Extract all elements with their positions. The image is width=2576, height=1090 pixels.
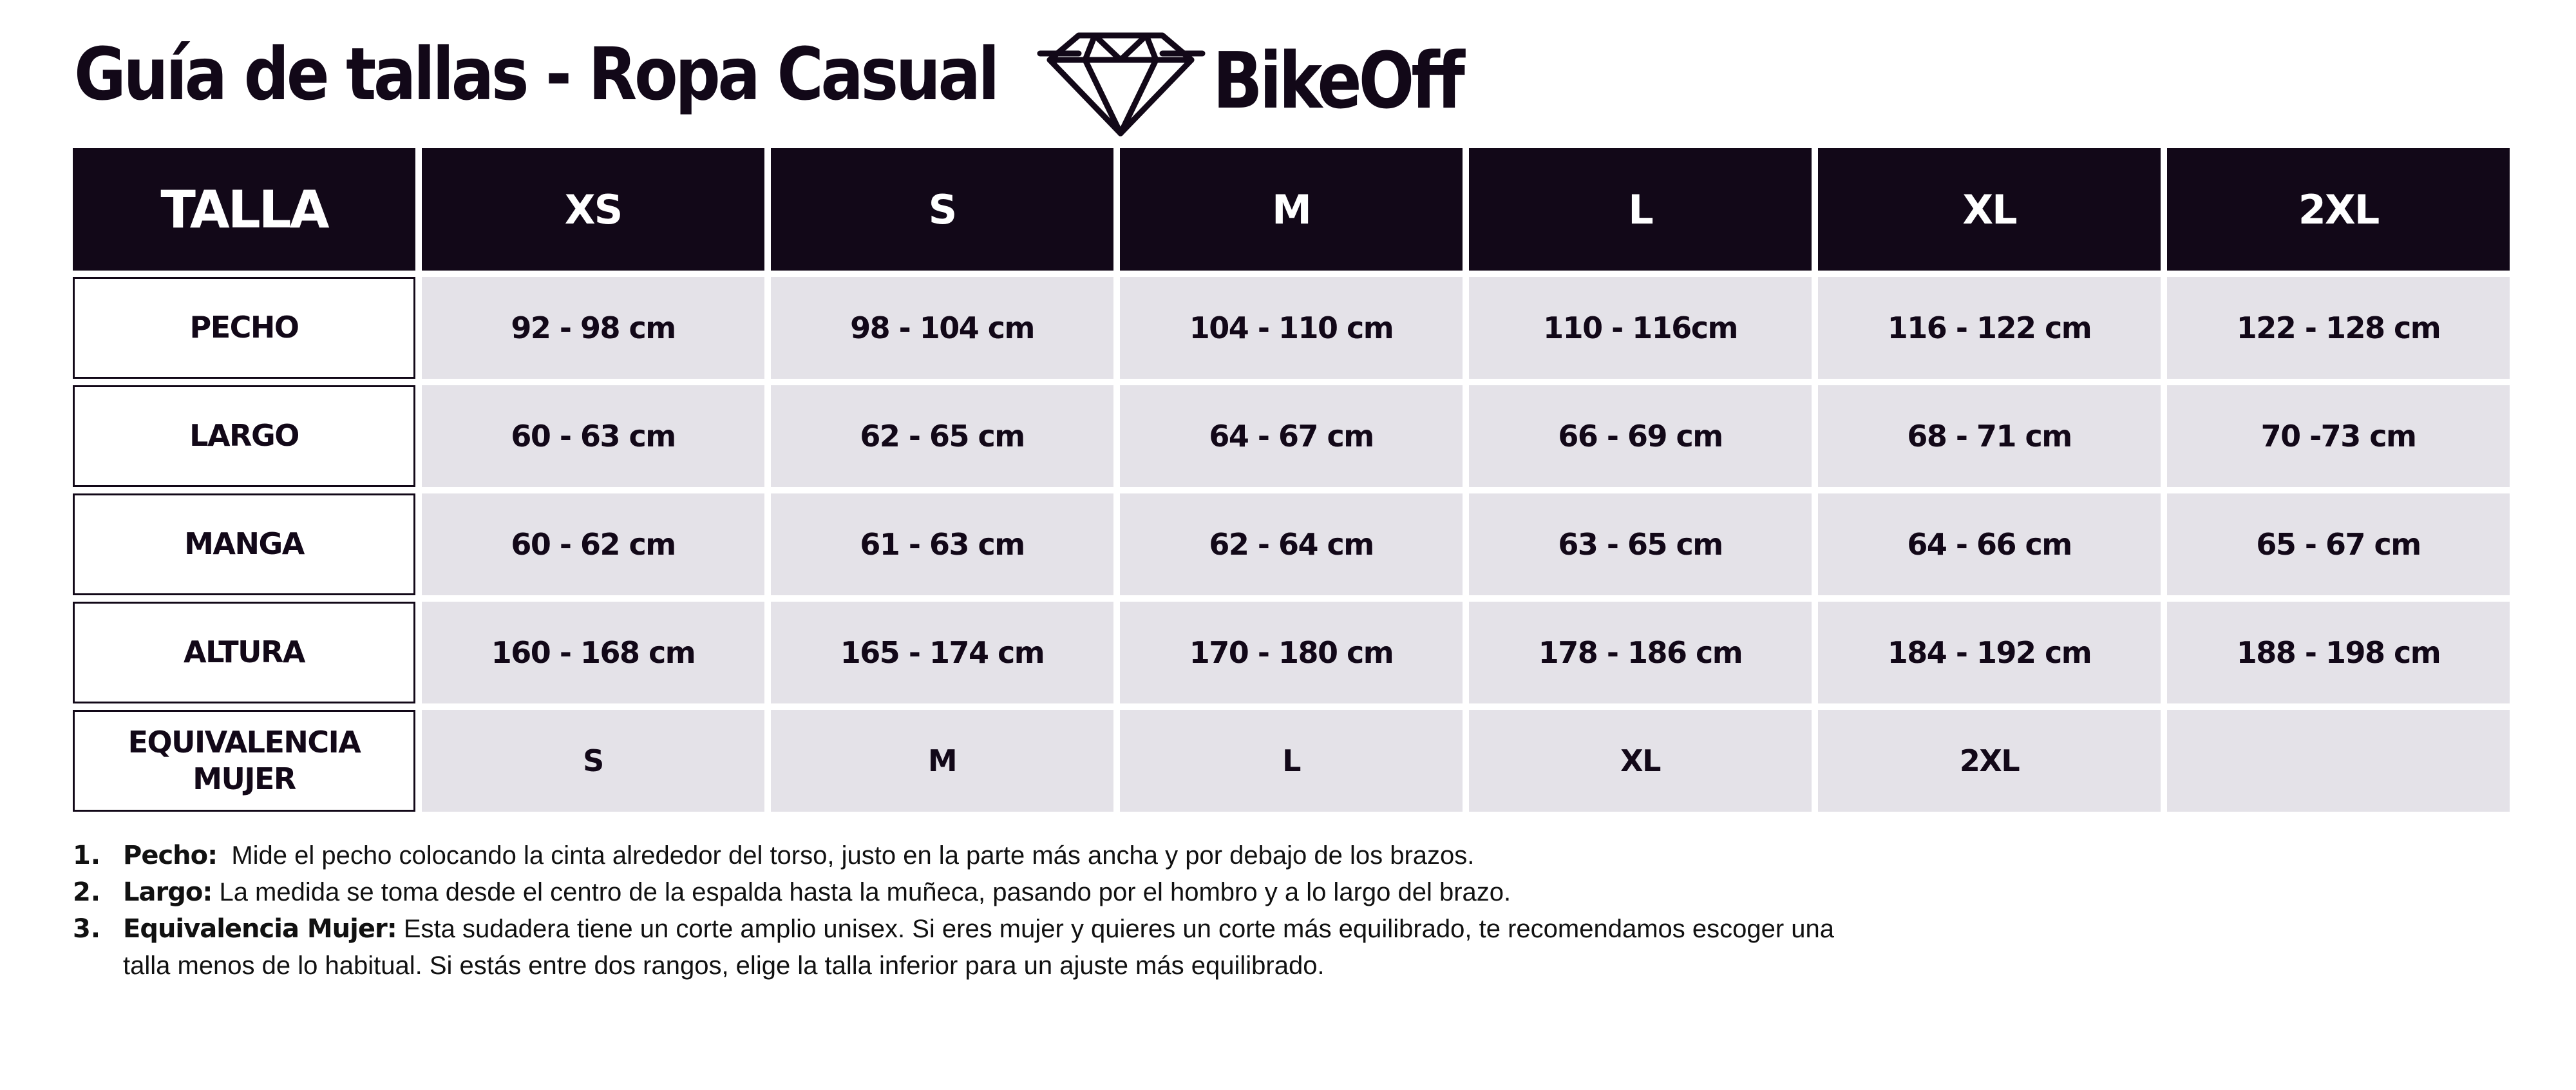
brand-logo <box>1034 29 1742 142</box>
table-cell: 63 - 65 cm <box>1469 493 1812 595</box>
table-cell: 165 - 174 cm <box>771 602 1113 703</box>
header-size-l: L <box>1469 148 1812 271</box>
header-size-xl: XL <box>1818 148 2161 271</box>
note-number: 3. <box>73 914 101 944</box>
note-body <box>123 911 1876 984</box>
table-cell: 64 - 66 cm <box>1818 493 2161 595</box>
header-size-2xl: 2XL <box>2167 148 2510 271</box>
table-cell: 66 - 69 cm <box>1469 385 1812 487</box>
note-term: Pecho: <box>123 841 218 870</box>
page-title: Guía de tallas - Ropa Casual <box>74 33 998 117</box>
table-cell: 62 - 65 cm <box>771 385 1113 487</box>
list-item <box>73 837 1876 874</box>
list-item <box>73 911 1876 984</box>
note-body <box>123 837 1876 874</box>
table-cell: 70 -73 cm <box>2167 385 2510 487</box>
table-cell: 60 - 63 cm <box>422 385 764 487</box>
header-size-m: M <box>1120 148 1463 271</box>
table-cell: S <box>422 710 764 812</box>
header-size-xs: XS <box>422 148 764 271</box>
note-text: La medida se toma desde el centro de la espalda hasta la muñeca, pasando por el hombro y a lo largo del brazo. <box>219 878 1511 906</box>
table-cell: 68 - 71 cm <box>1818 385 2161 487</box>
table-cell: 60 - 62 cm <box>422 493 764 595</box>
table-cell: 160 - 168 cm <box>422 602 764 703</box>
row-label-equivalencia-mujer: EQUIVALENCIA MUJER <box>73 710 415 812</box>
table-cell: 104 - 110 cm <box>1120 277 1463 379</box>
table-cell: 184 - 192 cm <box>1818 602 2161 703</box>
table-cell: 122 - 128 cm <box>2167 277 2510 379</box>
row-label-manga: MANGA <box>73 493 415 595</box>
table-cell: 92 - 98 cm <box>422 277 764 379</box>
table-cell: 64 - 67 cm <box>1120 385 1463 487</box>
brand-name: BikeOff <box>1213 37 1462 126</box>
header-talla: TALLA <box>73 148 415 271</box>
row-label-pecho: PECHO <box>73 277 415 379</box>
note-body <box>123 874 1876 911</box>
table-cell: 178 - 186 cm <box>1469 602 1812 703</box>
header-size-s: S <box>771 148 1113 271</box>
table-cell: 110 - 116cm <box>1469 277 1812 379</box>
size-table <box>73 148 2510 812</box>
table-cell: 116 - 122 cm <box>1818 277 2161 379</box>
row-label-largo: LARGO <box>73 385 415 487</box>
diamond-icon <box>1034 29 1208 139</box>
note-term: Largo: <box>123 877 213 907</box>
table-cell: 98 - 104 cm <box>771 277 1113 379</box>
note-number: 2. <box>73 877 101 907</box>
table-cell: 62 - 64 cm <box>1120 493 1463 595</box>
note-text: Mide el pecho colocando la cinta alrededor del torso, justo en la parte más ancha y por debajo de los brazos. <box>231 841 1475 870</box>
table-cell: 65 - 67 cm <box>2167 493 2510 595</box>
table-cell: M <box>771 710 1113 812</box>
table-cell: 61 - 63 cm <box>771 493 1113 595</box>
table-cell: XL <box>1469 710 1812 812</box>
table-cell: 170 - 180 cm <box>1120 602 1463 703</box>
note-term: Equivalencia Mujer: <box>123 914 397 944</box>
note-number: 1. <box>73 841 101 870</box>
table-cell <box>2167 710 2510 812</box>
list-item <box>73 874 1876 911</box>
note-text: Esta sudadera tiene un corte amplio unisex. Si eres mujer y quieres un corte más equilibrado, te recomendamos escoger una talla menos de lo habitual. Si estás entre dos rangos, elige la talla inferior para un ajuste más equilibrado. <box>123 915 1835 980</box>
table-cell: 188 - 198 cm <box>2167 602 2510 703</box>
table-cell: L <box>1120 710 1463 812</box>
table-cell: 2XL <box>1818 710 2161 812</box>
row-label-altura: ALTURA <box>73 602 415 703</box>
notes-list <box>73 837 1876 984</box>
